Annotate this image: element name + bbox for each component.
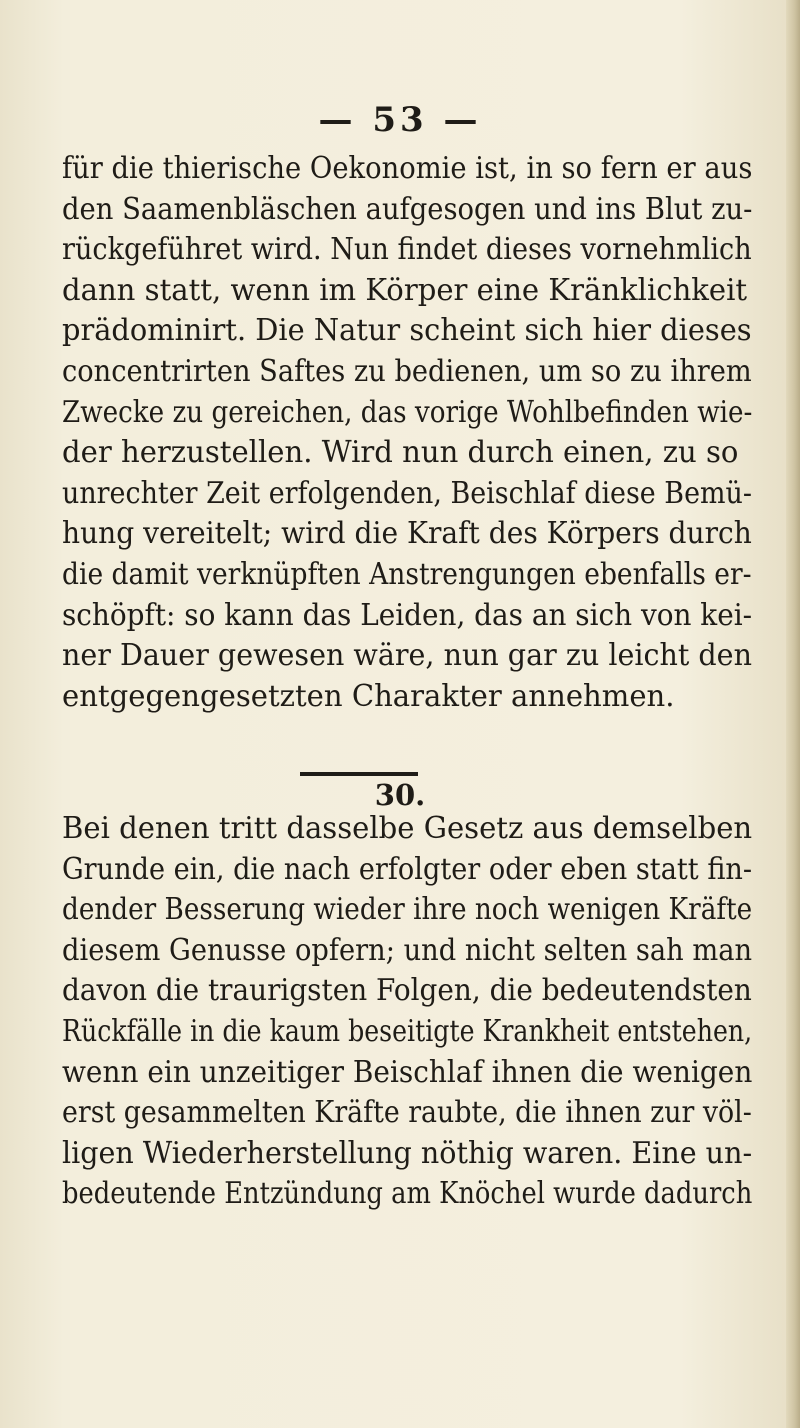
text-line: Bei denen tritt dasselbe Gesetz aus demselben xyxy=(62,811,753,845)
text-line: Rückfälle in die kaum beseitigte Krankheit entstehen, xyxy=(62,1013,753,1048)
page-number-header: — 53 — xyxy=(318,100,482,140)
section-number: 30. xyxy=(374,778,426,812)
page-edge xyxy=(786,0,800,1428)
text-line: schöpft: so kann das Leiden, das an sich von kei- xyxy=(62,597,753,632)
section-divider xyxy=(300,772,418,776)
paragraph-2 xyxy=(62,808,762,1214)
text-line: hung vereitelt; wird die Kraft des Körpers durch xyxy=(62,516,752,551)
paragraph-1 xyxy=(62,148,762,716)
text-line: dann statt, wenn im Körper eine Kränklichkeit xyxy=(62,272,748,307)
text-line: prädominirt. Die Natur scheint sich hier dieses xyxy=(62,313,752,348)
text-line: entgegengesetzten Charakter annehmen. xyxy=(62,678,675,713)
text-line: wenn ein unzeitiger Beischlaf ihnen die wenigen xyxy=(62,1054,753,1089)
text-line: ligen Wiederherstellung nöthig waren. Eine un- xyxy=(62,1135,753,1170)
text-line: der herzustellen. Wird nun durch einen, zu so xyxy=(62,435,739,470)
text-line: dender Besserung wieder ihre noch wenigen Kräfte xyxy=(62,892,753,927)
text-line: unrechter Zeit erfolgenden, Beischlaf diese Bemü- xyxy=(62,475,752,510)
text-line: erst gesammelten Kräfte raubte, die ihnen zur völ- xyxy=(62,1095,752,1130)
text-line: davon die traurigsten Folgen, die bedeutendsten xyxy=(62,973,752,1008)
text-line: bedeutende Entzündung am Knöchel wurde dadurch xyxy=(62,1176,753,1211)
text-line: die damit verknüpften Anstrengungen ebenfalls er- xyxy=(62,556,752,591)
text-line: ner Dauer gewesen wäre, nun gar zu leicht den xyxy=(62,638,752,673)
text-line: für die thierische Oekonomie ist, in so fern er aus xyxy=(62,151,753,185)
text-line: Grunde ein, die nach erfolgter oder eben statt fin- xyxy=(62,851,753,886)
text-line: den Saamenbläschen aufgesogen und ins Blut zu- xyxy=(62,191,753,226)
text-line: rückgeführet wird. Nun findet dieses vornehmlich xyxy=(62,232,752,267)
text-line: Zwecke zu gereichen, das vorige Wohlbefinden wie- xyxy=(62,394,753,429)
text-line: diesem Genusse opfern; und nicht selten sah man xyxy=(62,932,753,967)
text-line: concentrirten Saftes zu bedienen, um so zu ihrem xyxy=(62,353,752,388)
